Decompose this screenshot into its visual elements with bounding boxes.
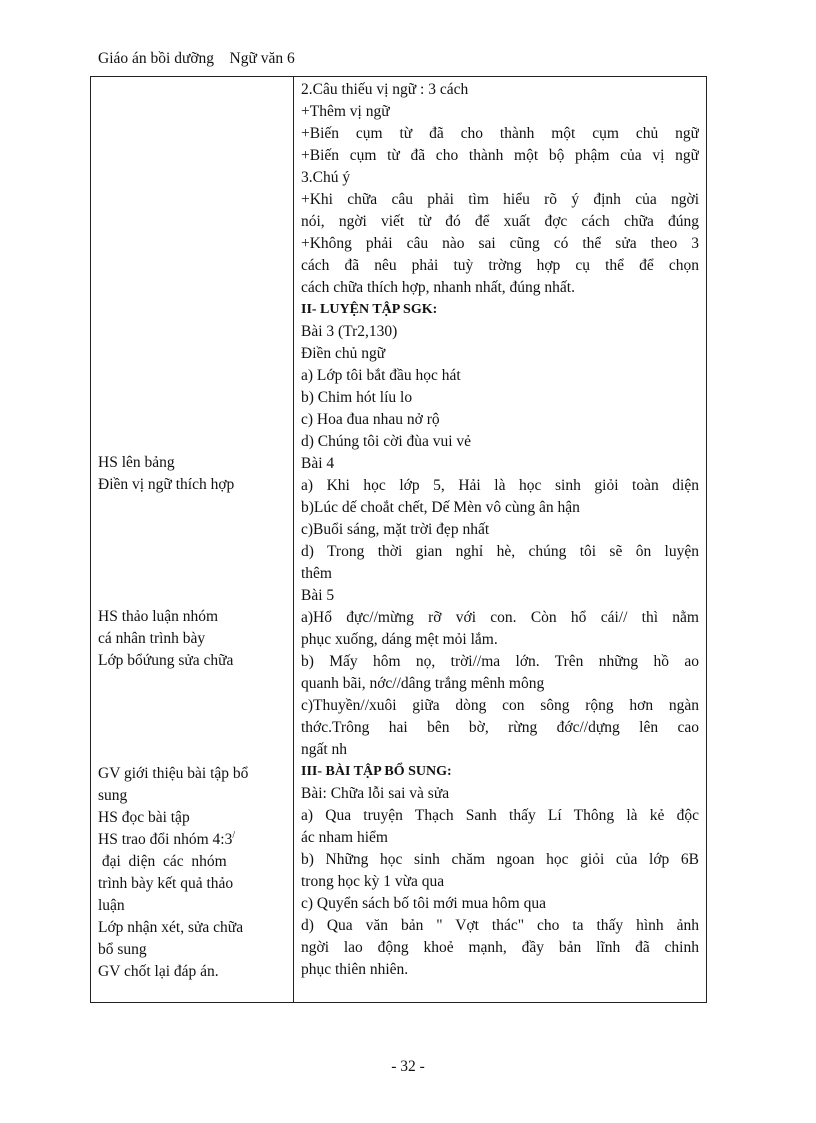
content-line: +Không phải câu nào sai cũng có thể sửa theo 3 [301, 235, 699, 252]
content-line: +Thêm vị ngữ [301, 103, 390, 120]
left-line [98, 829, 288, 851]
left-line: cá nhân trình bày [98, 630, 206, 647]
left-line: Lớp nhận xét, sửa chữa [98, 919, 244, 936]
content-line: thêm [301, 565, 332, 582]
page-number: - 32 - [391, 1058, 425, 1075]
content-line: ngời lao động khoẻ mạnh, đầy bản lĩnh đã chinh [301, 939, 699, 956]
content-line: cách chữa thích hợp, nhanh nhất, đúng nhất. [301, 279, 575, 296]
content-line: +Biến cụm từ đã cho thành một bộ phậm của vị ngữ [301, 147, 699, 164]
content-line: d) Qua văn bản " Vợt thác" cho ta thấy hình ảnh [301, 917, 699, 934]
left-line: luận [98, 897, 125, 914]
section-heading: II- LUYỆN TẬP SGK: [301, 302, 438, 317]
content-line: b) Những học sinh chăm ngoan học giỏi của lớp 6B [301, 851, 699, 868]
left-line: HS đọc bài tập [98, 809, 190, 826]
content-line: c)Buổi sáng, mặt trời đẹp nhất [301, 521, 490, 538]
content-line: Bài 3 (Tr2,130) [301, 323, 398, 340]
content-line: ác nham hiểm [301, 829, 388, 846]
content-line: quanh bãi, nớc//dâng trắng mênh mông [301, 675, 545, 692]
content-line: c) Quyển sách bố tôi mới mua hôm qua [301, 895, 546, 912]
content-line: +Khi chữa câu phải tìm hiểu rõ ý định của ngời [301, 191, 699, 208]
left-group-2 [98, 606, 288, 672]
left-line: bổ sung [98, 941, 147, 958]
content-line: Bài 4 [301, 455, 335, 472]
content-line: b) Mấy hôm nọ, trời//ma lớn. Trên những hồ ao [301, 653, 699, 670]
minute-mark: / [232, 829, 236, 841]
content-line: b)Lúc dế choắt chết, Dế Mèn vô cùng ân hận [301, 499, 580, 516]
content-line: 3.Chú ý [301, 169, 351, 186]
content-line: thớc.Trông hai bên bờ, rừng đớc//dựng lên cao [301, 719, 699, 736]
left-line: HS lên bảng [98, 454, 175, 471]
column-divider [293, 77, 294, 1002]
left-line: Điền vị ngữ thích hợp [98, 476, 235, 493]
left-line: GV giới thiệu bài tập bổ [98, 765, 249, 782]
section-heading: III- BÀI TẬP BỔ SUNG: [301, 764, 452, 779]
trao-doi-text: HS trao đổi nhóm 4:3 [98, 831, 233, 848]
content-line: ngất nh [301, 741, 348, 758]
content-line: phục xuống, dáng mệt mỏi lắm. [301, 631, 498, 648]
content-line: nói, ngời viết từ đó để xuất đợc cách chữa đúng [301, 213, 699, 230]
left-line: đại diện các nhóm [98, 853, 227, 870]
page-header: Giáo án bồi dưỡng Ngữ văn 6 [98, 50, 295, 67]
content-line: c)Thuyền//xuôi giữa dòng con sông rộng hơn ngàn [301, 697, 699, 714]
left-line: trình bày kết quả thảo [98, 875, 234, 892]
left-line: sung [98, 787, 128, 804]
left-line: GV chốt lại đáp án. [98, 963, 219, 980]
content-line: a) Qua truyện Thạch Sanh thấy Lí Thông là kẻ độc [301, 807, 699, 824]
left-line: Lớp bổứung sửa chữa [98, 652, 234, 669]
right-column [301, 79, 699, 981]
content-line: Điền chủ ngữ [301, 345, 386, 362]
content-line: +Biến cụm từ đã cho thành một cụm chủ ngữ [301, 125, 699, 142]
content-line: a)Hổ đực//mừng rỡ với con. Còn hổ cái// thì nằm [301, 609, 699, 626]
content-line: 2.Câu thiếu vị ngữ : 3 cách [301, 81, 469, 98]
content-line: trong học kỳ 1 vừa qua [301, 873, 445, 890]
content-line: d) Trong thời gian nghỉ hè, chúng tôi sẽ ôn luyện [301, 543, 699, 560]
content-line: Bài 5 [301, 587, 335, 604]
left-line: HS thảo luận nhóm [98, 608, 219, 625]
content-line: Bài: Chữa lỗi sai và sửa [301, 785, 450, 802]
left-group-1 [98, 452, 288, 496]
content-line: a) Lớp tôi bắt đầu học hát [301, 367, 461, 384]
content-line: b) Chim hót líu lo [301, 389, 413, 406]
lesson-table [90, 76, 707, 1003]
content-line: c) Hoa đua nhau nở rộ [301, 411, 440, 428]
content-line: a) Khi học lớp 5, Hải là học sinh giỏi toàn diện [301, 477, 699, 494]
content-line: d) Chúng tôi cời đùa vui vẻ [301, 433, 472, 450]
content-line: cách đã nêu phải tuỳ trờng hợp cụ thể để chọn [301, 257, 699, 274]
content-line: phục thiên nhiên. [301, 961, 409, 978]
left-group-3 [98, 763, 288, 983]
